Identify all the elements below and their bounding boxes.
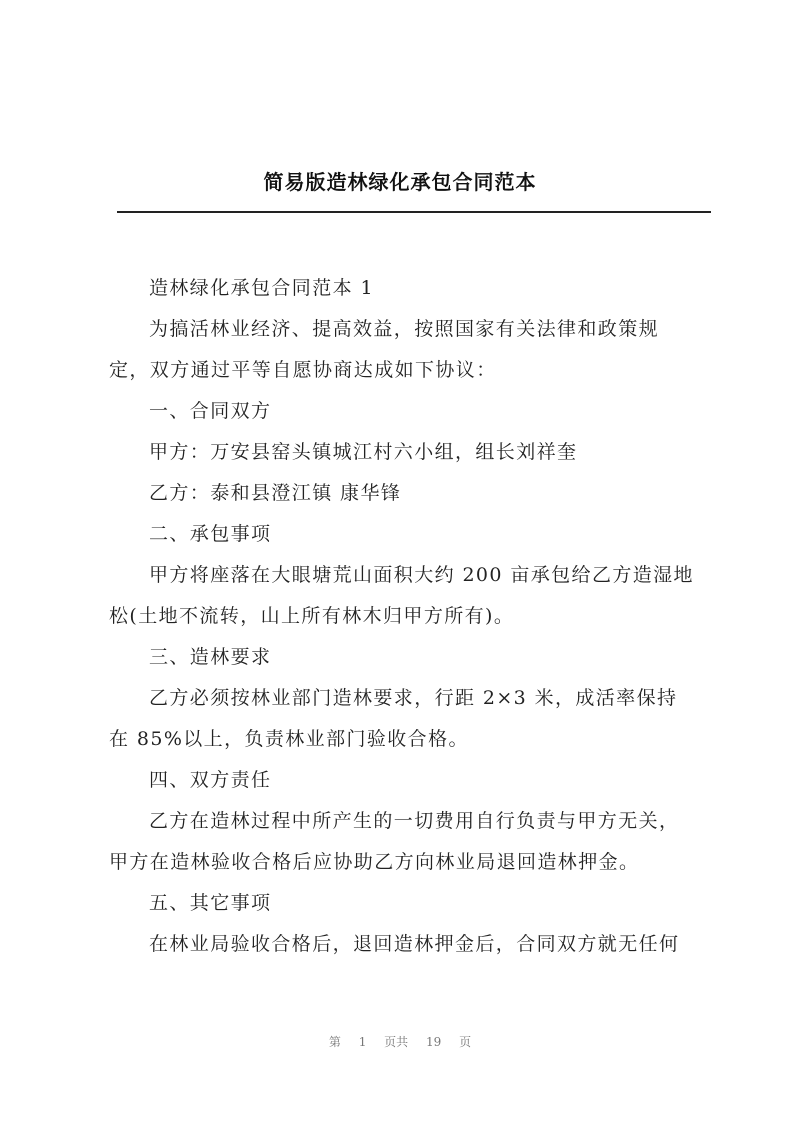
footer-total-pages: 19 — [426, 1035, 442, 1049]
requirements-line-cont: 在 85%以上，负责林业部门验收合格。 — [109, 728, 469, 750]
footer-suffix: 页 — [459, 1035, 472, 1049]
section-heading-requirements: 三、造林要求 — [149, 646, 272, 668]
contract-matters-line-cont: 松(土地不流转，山上所有林木归甲方所有)。 — [109, 605, 515, 627]
page-footer — [0, 1033, 800, 1050]
body-line-intro-cont: 定，双方通过平等自愿协商达成如下协议： — [109, 359, 497, 381]
other-matters-line: 在林业局验收合格后，退回造林押金后，合同双方就无任何 — [149, 933, 680, 955]
contract-matters-line: 甲方将座落在大眼塘荒山面积大约 200 亩承包给乙方造湿地 — [149, 564, 694, 586]
section-heading-contract-matters: 二、承包事项 — [149, 523, 272, 545]
party-a-line: 甲方：万安县窑头镇城江村六小组，组长刘祥奎 — [149, 441, 578, 463]
footer-mid: 页共 — [384, 1035, 409, 1049]
section-heading-other: 五、其它事项 — [149, 892, 272, 914]
footer-prefix: 第 — [328, 1035, 341, 1049]
body-line-intro: 为搞活林业经济、提高效益，按照国家有关法律和政策规 — [149, 318, 660, 340]
responsibilities-line: 乙方在造林过程中所产生的一切费用自行负责与甲方无关， — [149, 810, 680, 832]
body-line-heading: 造林绿化承包合同范本 1 — [149, 277, 374, 299]
section-heading-parties: 一、合同双方 — [149, 400, 272, 422]
document-body — [109, 268, 709, 965]
party-b-line: 乙方：泰和县澄江镇 康华锋 — [149, 482, 402, 504]
title-divider — [117, 211, 711, 213]
document-title: 简易版造林绿化承包合同范本 — [263, 170, 537, 194]
requirements-line: 乙方必须按林业部门造林要求，行距 2×3 米，成活率保持 — [149, 687, 678, 709]
section-heading-responsibilities: 四、双方责任 — [149, 769, 272, 791]
footer-current-page: 1 — [358, 1035, 367, 1049]
responsibilities-line-cont: 甲方在造林验收合格后应协助乙方向林业局退回造林押金。 — [109, 851, 640, 873]
